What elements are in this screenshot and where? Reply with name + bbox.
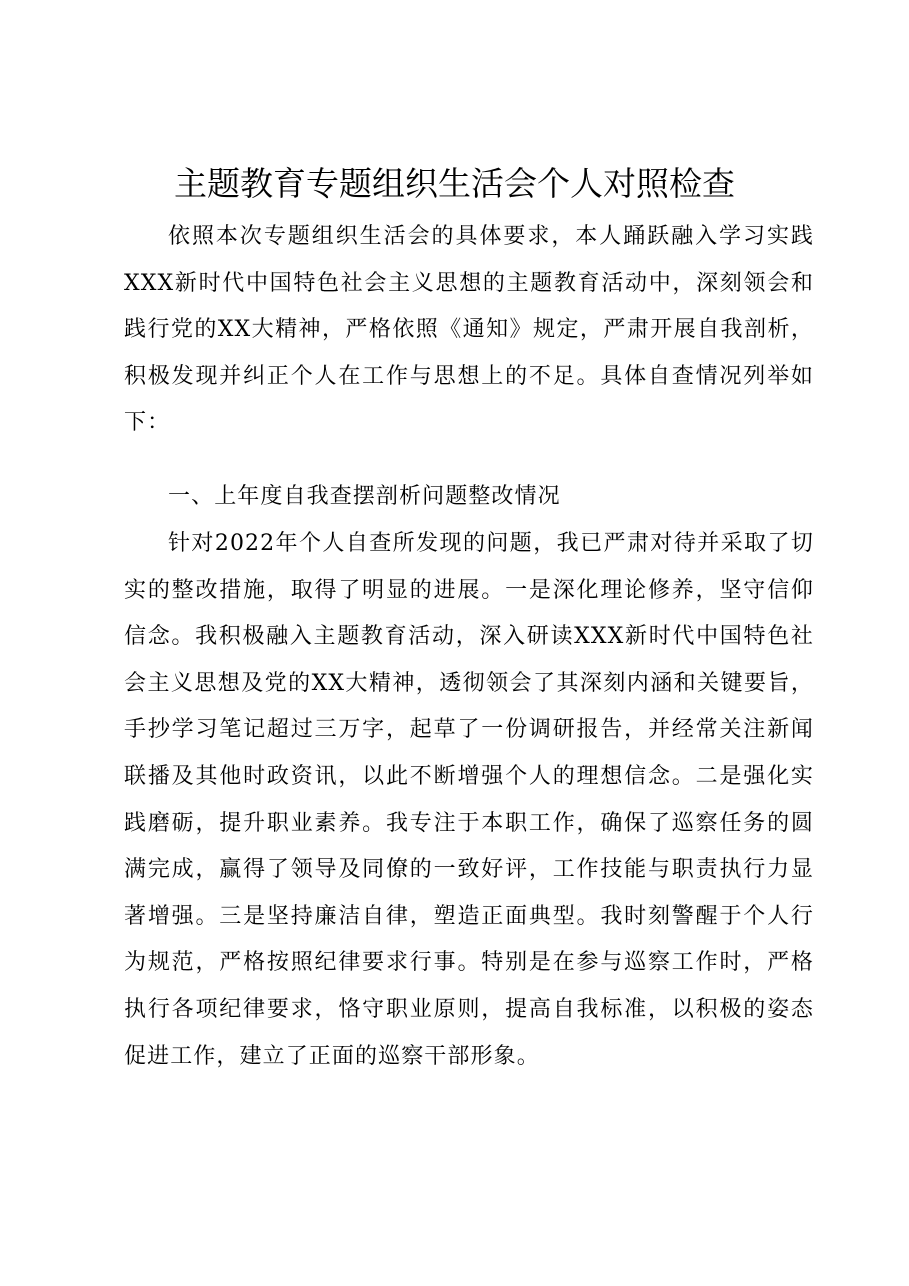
document-title: 主题教育专题组织生活会个人对照检查 — [174, 164, 735, 203]
section-heading: 一、上年度自我查摆剖析问题整改情况 — [168, 484, 561, 509]
intro-paragraph: 依照本次专题组织生活会的具体要求，本人踊跃融入学习实践XXX新时代中国特色社会主义思想的主题教育活动中，深刻领会和践行党的XX大精神，严格依照《通知》规定，严肃开展自我剖析，积极发现并纠正个人在工作与思想上的不足。具体自查情况列举如下： — [124, 224, 814, 436]
section-paragraph: 针对2022年个人自查所发现的问题，我已严肃对待并采取了切实的整改措施，取得了明显的进展。一是深化理论修养，坚守信仰信念。我积极融入主题教育活动，深入研读XXX新时代中国特色社会主义思想及党的XX大精神，透彻领会了其深刻内涵和关键要旨，手抄学习笔记超过三万字，起草了一份调研报告，并经常关注新闻联播及其他时政资讯，以此不断增强个人的理想信念。二是强化实践磨砺，提升职业素养。我专注于本职工作，确保了巡察任务的圆满完成，赢得了领导及同僚的一致好评，工作技能与职责执行力显著增强。三是坚持廉洁自律，塑造正面典型。我时刻警醒于个人行为规范，严格按照纪律要求行事。特别是在参与巡察工作时，严格执行各项纪律要求，恪守职业原则，提高自我标准，以积极的姿态促进工作，建立了正面的巡察干部形象。 — [124, 531, 814, 1069]
